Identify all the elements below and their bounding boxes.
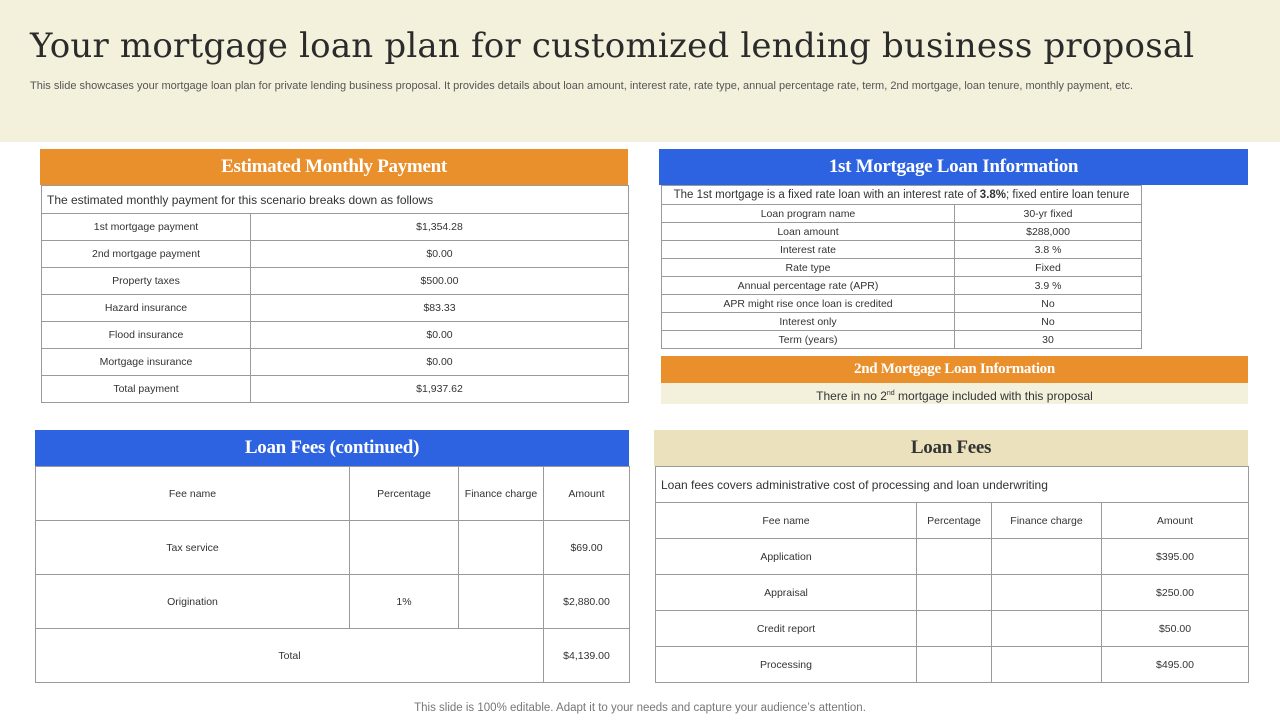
fee-name: Processing	[656, 647, 917, 683]
row-value: $0.00	[251, 241, 629, 268]
total-amount: $4,139.00	[544, 629, 630, 683]
row-label: Flood insurance	[42, 322, 251, 349]
estimated-payment-table	[41, 185, 629, 403]
loan-fees-continued-title: Loan Fees (continued)	[35, 430, 629, 466]
loan-fees-continued-table	[35, 466, 630, 683]
fee-amount: $69.00	[544, 521, 630, 575]
row-label: Hazard insurance	[42, 295, 251, 322]
row-label: Loan amount	[662, 223, 955, 241]
note-rate: 3.8%	[979, 189, 1007, 201]
page-subtitle: This slide showcases your mortgage loan plan for private lending business proposal. It provides details about loan amount, interest rate, rate type, annual percentage rate, term, 2nd mortgage, loan tenure, monthly payment, etc.	[30, 80, 1134, 92]
first-mortgage-table	[661, 185, 1142, 349]
table-row	[36, 521, 630, 575]
header-band	[0, 0, 1280, 142]
row-label: Interest only	[662, 313, 955, 331]
column-header: Percentage	[350, 467, 459, 521]
estimated-payment-title: Estimated Monthly Payment	[40, 149, 628, 185]
note-suffix: ; fixed entire loan tenure	[1006, 189, 1130, 201]
row-label: Total payment	[42, 376, 251, 403]
column-header: Finance charge	[992, 503, 1102, 539]
note-superscript: nd	[886, 390, 895, 397]
row-value: $83.33	[251, 295, 629, 322]
row-value: $0.00	[251, 322, 629, 349]
row-label: Property taxes	[42, 268, 251, 295]
fee-percentage	[917, 647, 992, 683]
column-header: Fee name	[656, 503, 917, 539]
table-header-row	[656, 503, 1249, 539]
loan-fees-table	[655, 466, 1249, 683]
row-value: $0.00	[251, 349, 629, 376]
table-row	[42, 214, 629, 241]
row-value: 30	[955, 331, 1142, 349]
column-header: Finance charge	[459, 467, 544, 521]
table-row	[656, 539, 1249, 575]
column-header: Fee name	[36, 467, 350, 521]
row-value: 3.9 %	[955, 277, 1142, 295]
row-value: $500.00	[251, 268, 629, 295]
fee-amount: $50.00	[1102, 611, 1249, 647]
loan-fees-title: Loan Fees	[654, 430, 1248, 466]
table-row	[662, 313, 1142, 331]
table-row	[662, 186, 1142, 205]
row-label: Mortgage insurance	[42, 349, 251, 376]
fee-amount: $495.00	[1102, 647, 1249, 683]
fee-name: Application	[656, 539, 917, 575]
table-row	[662, 241, 1142, 259]
table-row	[662, 205, 1142, 223]
fee-percentage	[917, 575, 992, 611]
fee-amount: $2,880.00	[544, 575, 630, 629]
fee-percentage	[350, 521, 459, 575]
second-mortgage-note	[661, 383, 1248, 404]
table-row	[656, 467, 1249, 503]
first-mortgage-title: 1st Mortgage Loan Information	[659, 149, 1248, 185]
fee-name: Origination	[36, 575, 350, 629]
fee-percentage	[917, 611, 992, 647]
first-mortgage-note	[662, 186, 1142, 205]
row-value: No	[955, 313, 1142, 331]
column-header: Percentage	[917, 503, 992, 539]
fee-percentage: 1%	[350, 575, 459, 629]
loan-fees-note: Loan fees covers administrative cost of processing and loan underwriting	[656, 467, 1249, 503]
page-title: Your mortgage loan plan for customized lending business proposal	[30, 26, 1195, 66]
footer-note: This slide is 100% editable. Adapt it to your needs and capture your audience’s attention.	[414, 702, 866, 714]
row-value: $288,000	[955, 223, 1142, 241]
table-row	[42, 322, 629, 349]
fee-finance-charge	[459, 521, 544, 575]
table-row	[36, 575, 630, 629]
fee-finance-charge	[992, 575, 1102, 611]
row-label: Rate type	[662, 259, 955, 277]
fee-name: Credit report	[656, 611, 917, 647]
fee-percentage	[917, 539, 992, 575]
fee-name: Tax service	[36, 521, 350, 575]
table-row	[656, 611, 1249, 647]
table-row	[662, 259, 1142, 277]
table-row	[662, 295, 1142, 313]
row-value: $1,937.62	[251, 376, 629, 403]
table-row	[36, 629, 630, 683]
fee-finance-charge	[992, 647, 1102, 683]
fee-amount: $250.00	[1102, 575, 1249, 611]
fee-name: Appraisal	[656, 575, 917, 611]
column-header: Amount	[1102, 503, 1249, 539]
second-mortgage-title: 2nd Mortgage Loan Information	[661, 356, 1248, 383]
table-row	[662, 277, 1142, 295]
table-row	[42, 376, 629, 403]
table-row	[662, 331, 1142, 349]
row-label: APR might rise once loan is credited	[662, 295, 955, 313]
row-label: 1st mortgage payment	[42, 214, 251, 241]
row-label: Interest rate	[662, 241, 955, 259]
row-value: $1,354.28	[251, 214, 629, 241]
table-row	[656, 647, 1249, 683]
row-value: Fixed	[955, 259, 1142, 277]
row-label: Loan program name	[662, 205, 955, 223]
table-row	[42, 186, 629, 214]
table-row	[42, 349, 629, 376]
table-row	[42, 241, 629, 268]
table-row	[42, 295, 629, 322]
row-label: 2nd mortgage payment	[42, 241, 251, 268]
note-suffix: mortgage included with this proposal	[894, 389, 1093, 403]
table-row	[42, 268, 629, 295]
note-prefix: The 1st mortgage is a fixed rate loan with an interest rate of	[673, 189, 980, 201]
table-row	[662, 223, 1142, 241]
fee-finance-charge	[459, 575, 544, 629]
row-value: 3.8 %	[955, 241, 1142, 259]
total-label: Total	[36, 629, 544, 683]
row-value: No	[955, 295, 1142, 313]
table-header-row	[36, 467, 630, 521]
note-prefix: There in no 2	[816, 389, 887, 403]
fee-finance-charge	[992, 539, 1102, 575]
table-row	[656, 575, 1249, 611]
column-header: Amount	[544, 467, 630, 521]
row-label: Annual percentage rate (APR)	[662, 277, 955, 295]
row-value: 30-yr fixed	[955, 205, 1142, 223]
fee-finance-charge	[992, 611, 1102, 647]
fee-amount: $395.00	[1102, 539, 1249, 575]
estimated-payment-note: The estimated monthly payment for this scenario breaks down as follows	[42, 186, 629, 214]
row-label: Term (years)	[662, 331, 955, 349]
